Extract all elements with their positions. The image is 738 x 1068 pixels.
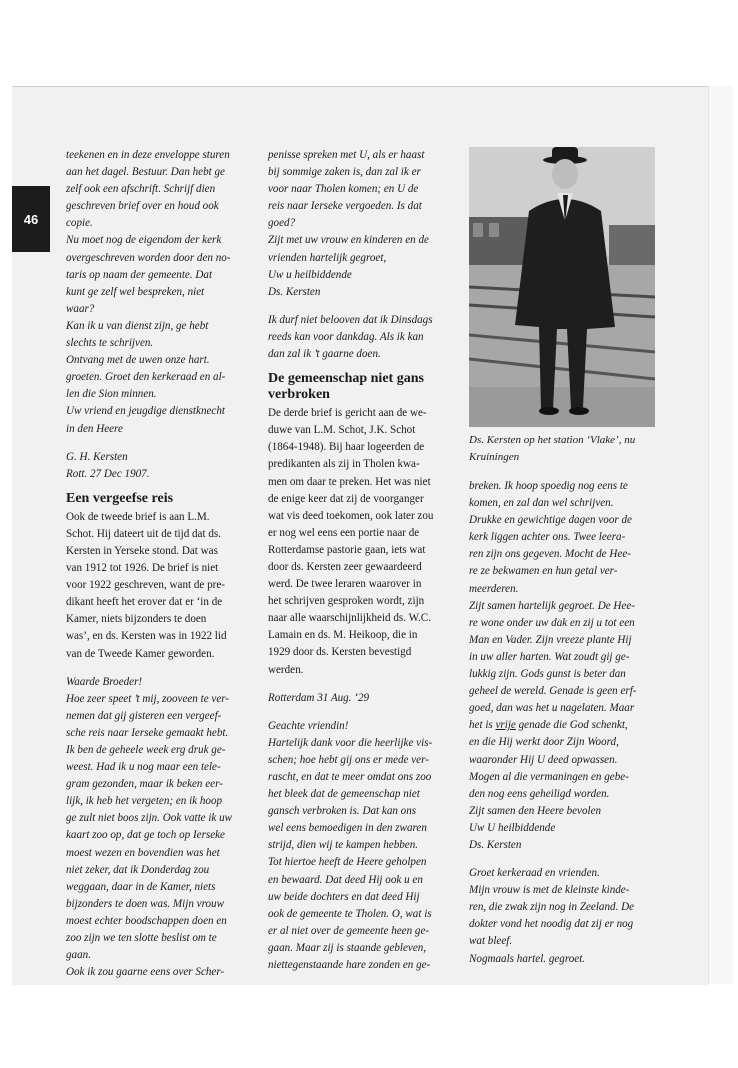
text-line: Hoe zeer speet ’t mij, zooveen te ver- [66,692,230,705]
text-line: Zijt samen hartelijk gegroet. De Hee- [469,599,635,612]
text-line: voor naar Tholen komen; en U de [268,183,419,196]
text-line: Uw vriend en jeugdige dienstknecht [66,405,225,418]
text-line: en die Hij werkt door Zijn Woord, [469,736,619,749]
text-line: Zijt samen den Heere bevolen [469,804,602,817]
text-line: teekenen en in deze enveloppe sturen [66,149,230,161]
page-number: 46 [12,186,50,252]
column-1 [66,147,252,981]
text-line: naar alle waarschijnlijkheid ds. W.C. [268,612,431,625]
text-line: rascht, en dat te meer omdat ons zoo [268,771,432,783]
text-line: ren zijn ons gegeven. Mocht de Hee- [469,548,631,561]
text-line: len die Sion minnen. [66,388,157,401]
text-line: Waarde Broeder! [66,675,143,688]
text-line: Nu moet nog de eigendom der kerk [66,234,222,247]
text-line: moest echter boodschappen doen en [66,914,227,927]
text-line: en bewaard. Dat deed Hij ook u en [268,873,423,886]
text-line: taris op naam der gemeente. Dat [66,268,213,281]
text-line: het schrijven gesproken wordt, zijn [268,595,425,608]
text-line: Man en Vader. Zijn vreeze plante Hij [469,633,632,646]
text-line: G. H. Kersten [66,450,128,463]
text-line: meerderen. [469,582,519,595]
text-line: gaan. [66,949,91,962]
text-line: werden. [268,663,304,676]
text-line: zoo zijn we ten slotte beslist om te [66,932,217,945]
section-body-2 [268,405,454,679]
text-line: ge zult niet boos zijn. Ook vatte ik uw [66,812,233,825]
text-line: werd. De twee leraren waarover in [268,578,422,591]
text-line: Nogmaals hartel. gegroet. [469,952,586,965]
text-line: Ontvang met de uwen onze hart. [66,354,210,367]
photo-caption [469,432,655,466]
text-line: kunt ge zelf wel bespreken, niet [66,285,205,298]
text-line: kaart zoo op, dat ge toch op Ierseke [66,829,225,842]
next-page-edge [708,86,733,984]
column-2 [268,147,454,974]
text-line: gaan. Maar zij is staande gebleven, [268,941,427,954]
letter-3-continuation [469,478,655,717]
text-line: er nog wel eens een portie naar de [268,526,420,539]
text-line: sche reis naar Ierseke gemaakt hebt. [66,726,229,739]
text-line: Uw U heilbiddende [469,821,556,834]
text-line: Kan ik u van dienst zijn, ge hebt [66,319,209,332]
text-line: waar? [66,302,95,315]
text-line: groeten. Groet den kerkeraad en al- [66,371,226,384]
text-line: Mogen al die vermaningen en gebe- [469,770,629,783]
text-line: het bleek dat de gemeenschap niet [268,788,420,801]
text-line: was’, en ds. Kersten was in 1922 lid [66,630,227,643]
text-line: Lamain en ds. M. Heikoop, die in [268,629,418,642]
letter-2-postscript [268,312,454,363]
text-line: goed? [268,217,296,230]
text-line: geschreven brief over en houd ook [66,200,219,213]
text-line: Tot hiertoe heeft de Heere geholpen [268,856,427,869]
letter-2 [66,674,252,982]
text-line: Kamer, niets bijzonders te doen [66,613,207,626]
text-line: Rott. 27 Dec 1907. [66,467,150,480]
text-line: kerk liggen achter ons. Twee leera- [469,531,626,544]
text-line: Ds. Kersten [469,838,522,851]
text-line: re ze bekwamen en hun getal ver- [469,565,618,578]
text-line: (1864-1948). Bij haar logeerden de [268,441,425,454]
text-line: Ik durf niet belooven dat ik Dinsdags [268,313,433,326]
text-line: men om daar te preken. Het was niet [268,475,431,488]
letter-3-dateline: Rotterdam 31 Aug. ‘29 [268,691,370,704]
letter-3-closing [469,865,655,968]
text-line: komen, en zal dan wel schrijven. [469,497,614,510]
letter-2-continuation [268,147,454,301]
text-line: ook de gemeente te Tholen. O, wat is [268,907,432,920]
text-line: Kruiningen [469,451,520,463]
text-line: Groet kerkeraad en vrienden. [469,867,600,880]
photo-ds-kersten-station [469,147,655,427]
text-line: penisse spreken met U, als er haast [268,149,425,161]
text-line: Ik ben de geheele week erg druk ge- [66,744,226,756]
text-line: uw beide dochters en dat deed Hij [268,890,420,903]
text-line: Mijn vrouw is met de kleinste kinde- [469,884,630,897]
text-line: breken. Ik hoop spoedig nog eens te [469,480,628,492]
text-line: Geachte vriendin! [268,719,349,732]
section-body-1 [66,509,252,663]
text-line: van 1912 tot 1926. De brief is niet [66,562,219,575]
text-line: reeds kan voor dankdag. Als ik kan [268,330,424,343]
text-line: vrienden hartelijk gegroet, [268,251,387,264]
text-line: Hartelijk dank voor die heerlijke vis- [268,736,433,749]
text-line: Ds. Kersten op het station ‘Vlake’, nu [469,434,636,446]
text-line: geheel de wereld. Genade is geen erf- [469,685,637,698]
text-line: niettegenstaande hare zonden en ge- [268,959,431,972]
text-line: schen; hoe hebt gij ons er mede ver- [268,753,429,766]
text-line: strijd, dien wij te kampen hebben. [268,839,419,852]
section-heading-gemeenschap: De gemeenschap niet gans verbroken [268,371,424,403]
text-line: nemen dat gij gisteren een vergeef- [66,709,222,722]
letter-3 [268,718,454,974]
letter-1-signature [66,449,252,483]
text-line: weest. Had ik u nog maar een tele- [66,761,221,774]
text-line: wel eens bemoedigen in den zwaren [268,822,427,835]
text-line: predikanten als zij in Tholen kwa- [268,458,420,471]
text-line: wat vis deed toekomen, ook later zou [268,509,434,522]
text-line: gansch verbroken is. Dat kan ons [268,805,417,818]
text-line: in uw aller harten. Wat zoudt gij ge- [469,650,630,663]
letter-1-continuation [66,147,252,438]
letter-3-continuation-2 [469,734,655,854]
text-line: zelf ook een afschrift. Schrijf dien [66,183,216,196]
text-line: voor 1922 geschreven, want de pre- [66,579,225,592]
column-3 [469,478,655,968]
text-line: dikant heeft het erover dat er ‘in de [66,596,223,609]
text-line: 1929 door ds. Kersten bevestigd [268,646,412,659]
text-line: de enige keer dat zij de voorganger [268,492,424,505]
text-line: De derde brief is gericht aan de we- [268,407,427,420]
letter-3-vrije-line: het is vrije genade die God schenkt, [469,719,628,732]
text-line: ren, die zwak zijn nog in Zeeland. De [469,901,635,914]
text-line: weggaan, daar in de Kamer, niets [66,880,216,893]
text-line: wat bleef. [469,935,513,948]
text-line: Schot. Hij dateert uit de tijd dat ds. [66,527,221,540]
text-line: Ook ik zou gaarne eens over Scher- [66,966,225,979]
text-line: Ook de tweede brief is aan L.M. [66,510,210,523]
text-line: duwe van L.M. Schot, J.K. Schot [268,424,416,437]
text-line: dokter vond het noodig dat zij er nog [469,918,634,931]
text-line: re wone onder uw dak en zij u tot een [469,616,635,629]
text-line: Drukke en gewichtige dagen voor de [469,514,632,527]
text-line: lukkig zijn. Gods gunst is beter dan [469,668,626,681]
text-line: Ds. Kersten [268,285,321,298]
text-line: dan zal ik ’t gaarne doen. [268,348,381,361]
text-line: van de Tweede Kamer geworden. [66,647,215,660]
text-line: reis naar Ierseke vergoeden. Is dat [268,200,422,213]
text-line: slechts te schrijven. [66,337,154,350]
text-line: moest wezen en bovendien was het [66,846,220,859]
text-line: den nog eens geheiligd worden. [469,787,610,800]
text-line: Uw u heilbiddende [268,268,352,281]
text-line: gram gezonden, maar ik beken eer- [66,778,223,791]
text-line: copie. [66,217,93,230]
text-line: bijzonders te doen was. Mijn vrouw [66,897,224,910]
text-line: er al niet over de gemeente heen ge- [268,924,430,937]
text-line: waaronder Hij U deed opwassen. [469,753,618,766]
text-line: overgeschreven worden door den no- [66,251,231,264]
text-line: Rotterdamse pastorie gaan, iets wat [268,543,426,556]
text-line: bij sommige zaken is, dan zal ik er [268,166,421,179]
text-line: goed, dan was het u nagelaten. Maar [469,702,635,715]
text-line: Zijt met uw vrouw en kinderen en de [268,234,429,247]
section-heading-vergeefse-reis: Een vergeefse reis [66,490,174,506]
text-line: aan het dagel. Bestuur. Dan hebt ge [66,166,225,179]
text-line: in den Heere [66,422,123,435]
text-line: niet zeker, dat ik Donderdag zou [66,863,210,876]
text-line: door ds. Kersten zeer gewaardeerd [268,560,422,573]
text-line: Kersten in Yerseke stond. Dat was [66,544,218,557]
text-line: lijk, ik heb het vergeten; en ik hoop [66,795,223,808]
